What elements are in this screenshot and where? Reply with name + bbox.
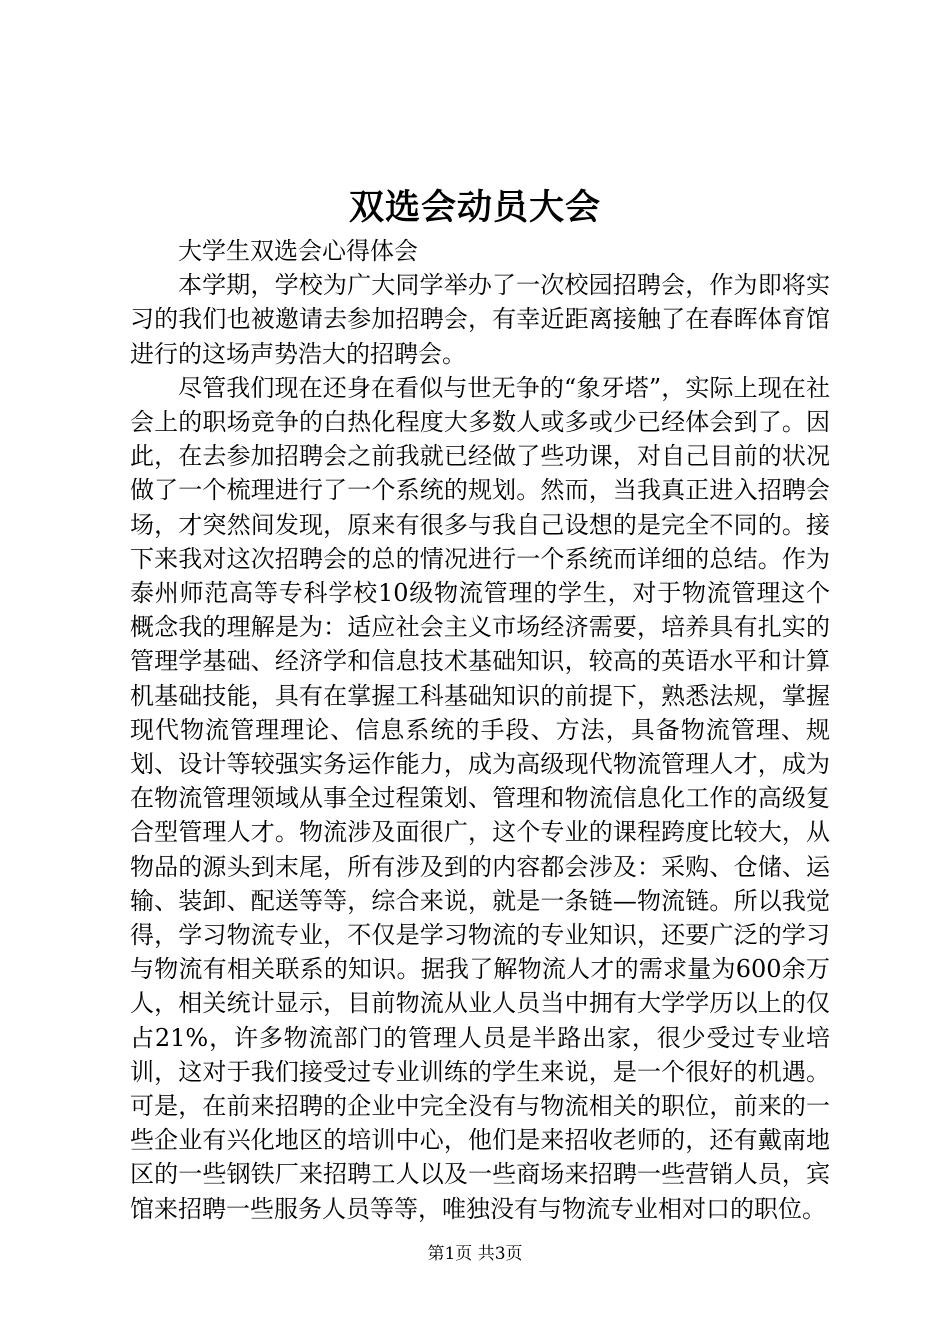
document-body: [130, 234, 830, 1226]
paragraph-subtitle: 大学生双选会心得体会: [178, 237, 418, 265]
paragraph-intro: 本学期，学校为广大同学举办了一次校园招聘会，作为即将实习的我们也被邀请去参加招聘会，有幸近距离接触了在春晖体育馆进行的这场声势浩大的招聘会。: [130, 271, 830, 368]
paragraph-main: 尽管我们现在还身在看似与世无争的“象牙塔”，实际上现在社会上的职场竞争的白热化程度大多数人或多或少已经体会到了。因此，在去参加招聘会之前我就已经做了些功课，对自己目前的状况做了一个梳理进行了一个系统的规划。然而，当我真正进入招聘会场，才突然间发现，原来有很多与我自己设想的是完全不同的。接下来我对这次招聘会的总的情况进行一个系统而详细的总结。作为泰州师范高等专科学校10级物流管理的学生，对于物流管理这个概念我的理解是为：适应社会主义市场经济需要，培养具有扎实的管理学基础、经济学和信息技术基础知识，较高的英语水平和计算机基础技能，具有在掌握工科基础知识的前提下，熟悉法规，掌握现代物流管理理论、信息系统的手段、方法，具备物流管理、规划、设计等较强实务运作能力，成为高级现代物流管理人才，成为在物流管理领域从事全过程策划、管理和物流信息化工作的高级复合型管理人才。物流涉及面很广，这个专业的课程跨度比较大，从物品的源头到末尾，所有涉及到的内容都会涉及：采购、仓储、运输、装卸、配送等等，综合来说，就是一条链—物流链。所以我觉得，学习物流专业，不仅是学习物流的专业知识，还要广泛的学习与物流有相关联系的知识。据我了解物流人才的需求量为600余万人，相关统计显示，目前物流从业人员当中拥有大学学历以上的仅占21%，许多物流部门的管理人员是半路出家，很少受过专业培训，这对于我们接受过专业训练的学生来说，是一个很好的机遇。可是，在前来招聘的企业中完全没有与物流相关的职位，前来的一些企业有兴化地区的培训中心，他们是来招收老师的，还有戴南地区的一些钢铁厂来招聘工人以及一些商场来招聘一些营销人员，宾馆来招聘一些服务人员等等，唯独没有与物流专业相对口的职位。: [130, 373, 830, 1223]
page-footer: 第1页 共3页: [427, 1244, 523, 1264]
document-title: 双选会动员大会: [348, 187, 601, 228]
